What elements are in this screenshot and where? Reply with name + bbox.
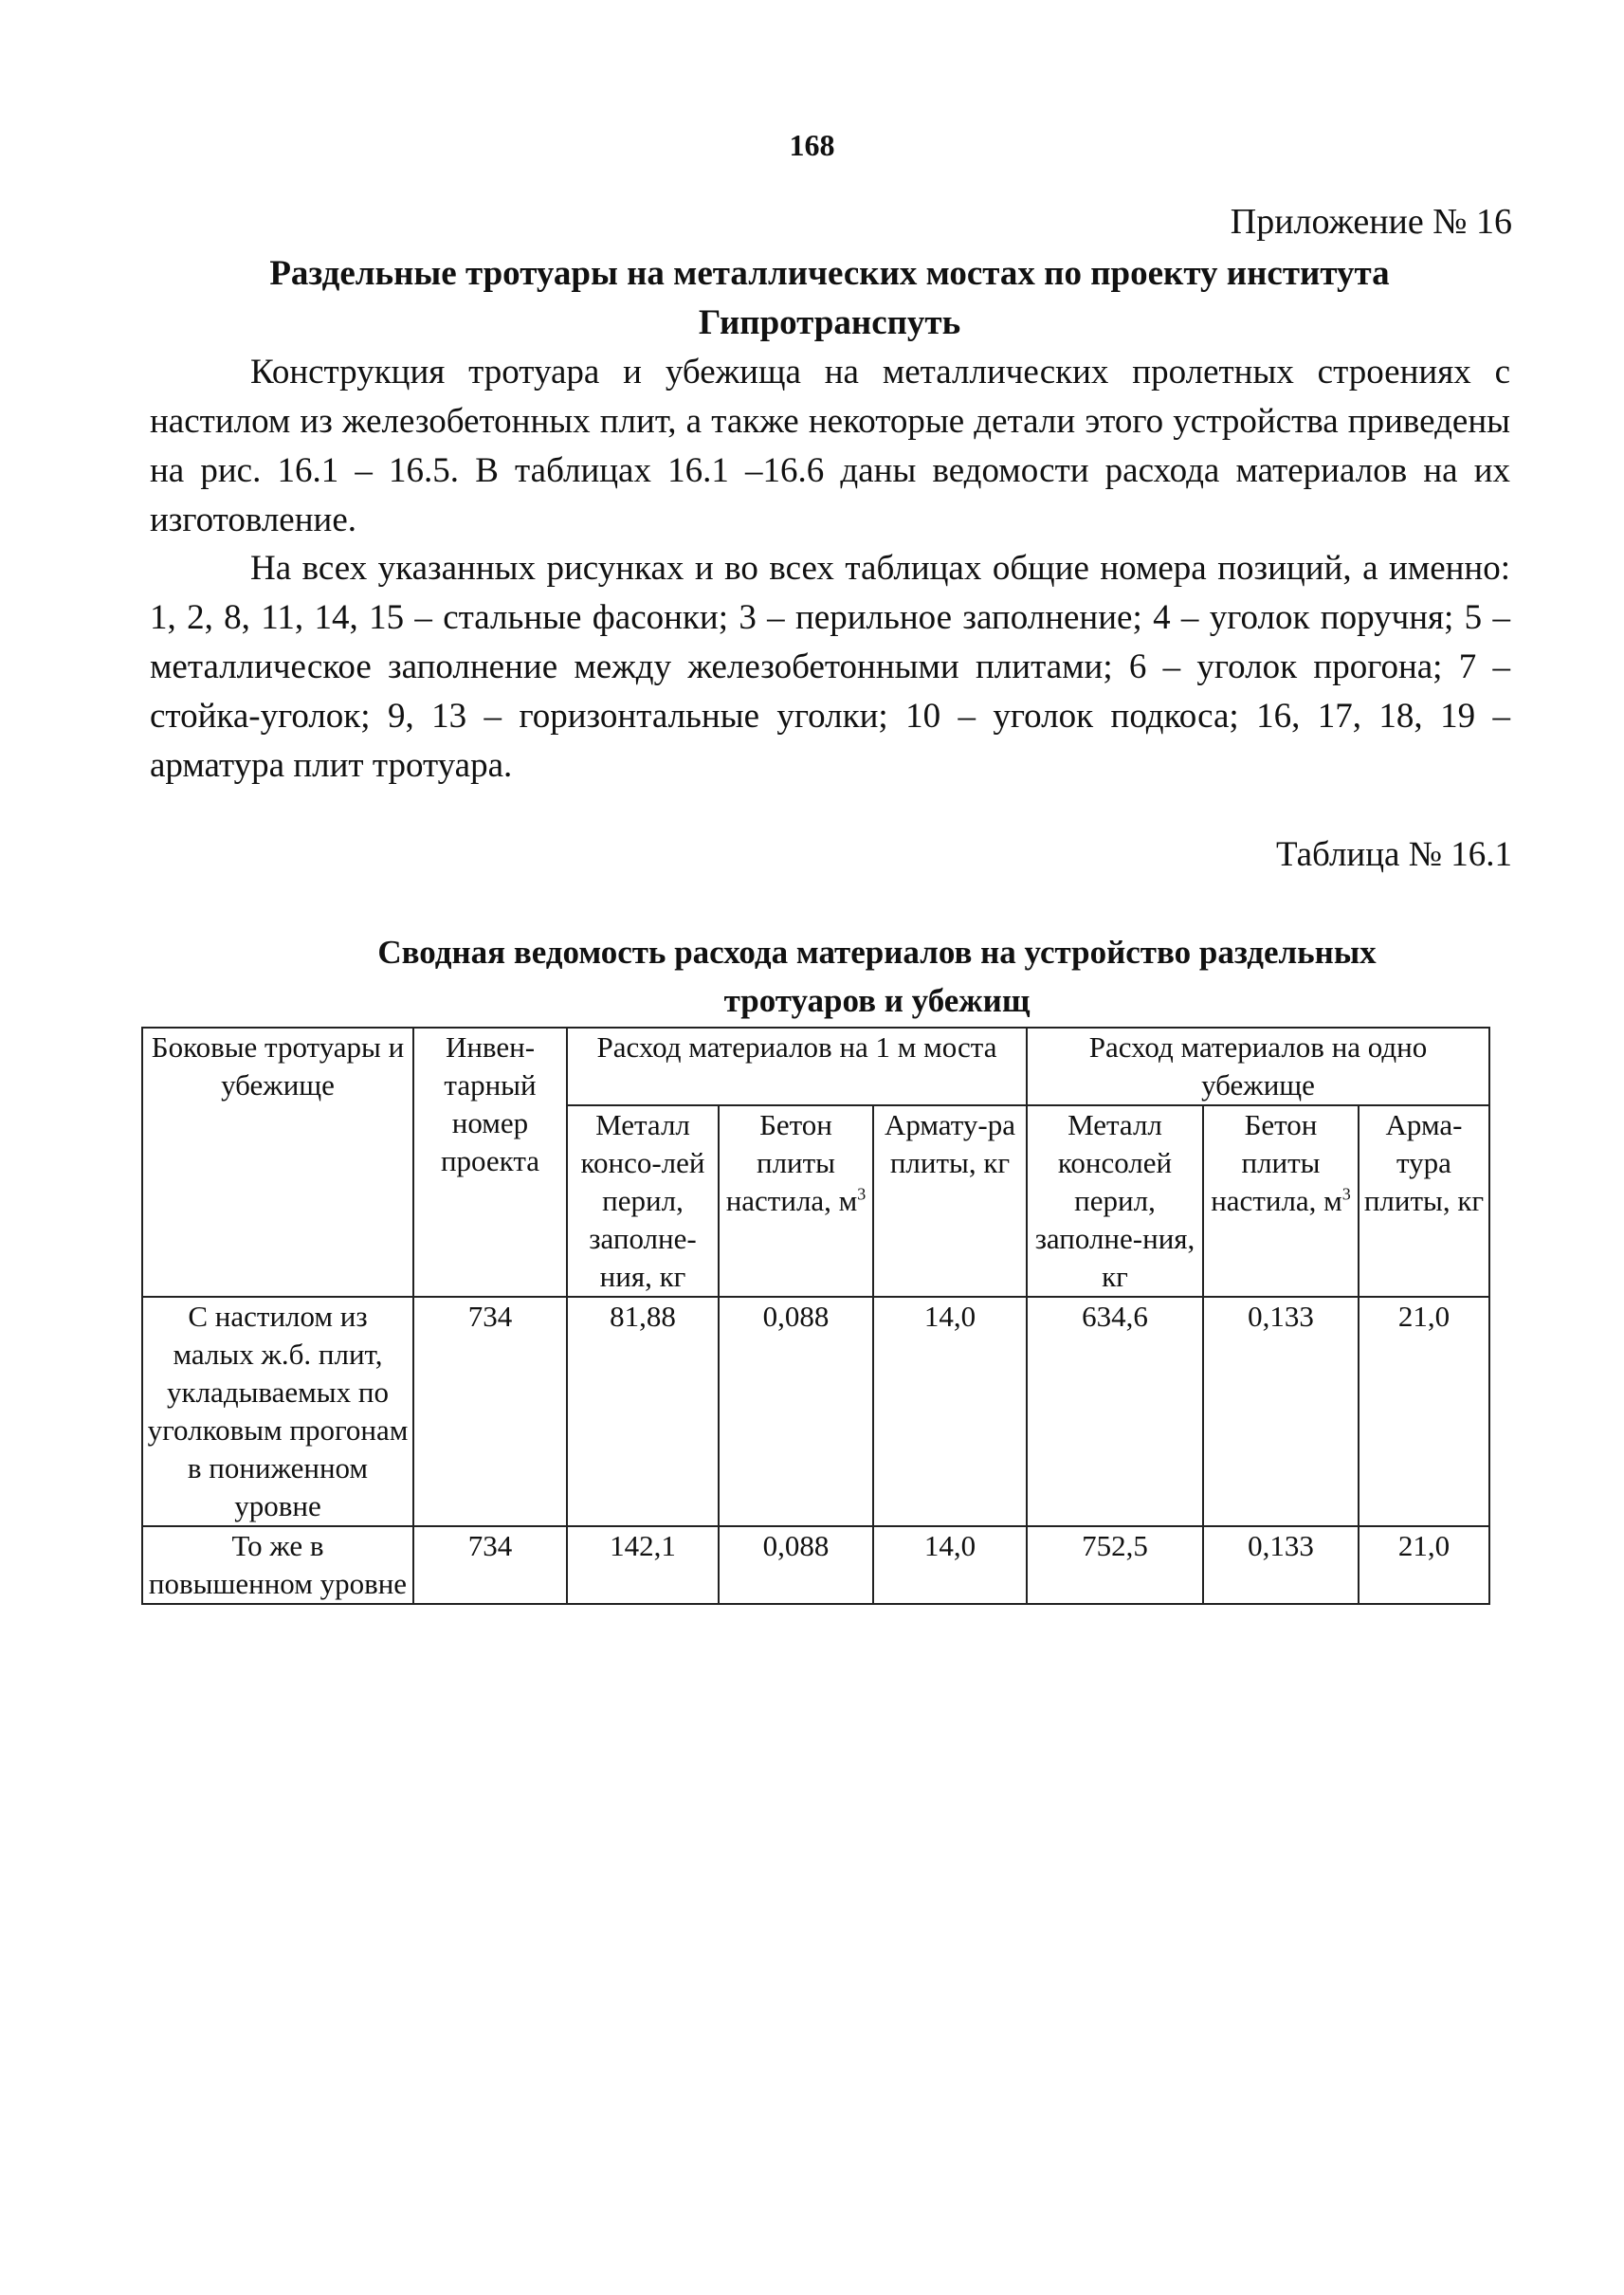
row-rebar-per-shelter: 21,0 <box>1359 1297 1489 1526</box>
rebar-per-meter-header: Армату-ра плиты, кг <box>873 1105 1027 1297</box>
row-metal-per-shelter: 634,6 <box>1027 1297 1203 1526</box>
paragraph-1: Конструкция тротуара и убежища на металлических пролетных строениях с настилом из железобетонных плит, а также некоторые детали этого устройства приведены на рис. 16.1 – 16.5. В таблицах 16.1 –16.6 даны ведомости расхода материалов на их изготовление. <box>150 353 1510 539</box>
cubic-superscript: 3 <box>857 1184 867 1204</box>
table-label: Таблица № 16.1 <box>1275 835 1512 874</box>
row-inv: 734 <box>413 1526 567 1604</box>
table-row <box>142 1297 1489 1526</box>
row-name: То же в повышенном уровне <box>142 1526 413 1604</box>
row-name: С настилом из малых ж.б. плит, укладываемых по уголковым прогонам в пониженном уровне <box>142 1297 413 1526</box>
paragraph-2: На всех указанных рисунках и во всех таблицах общие номера позиций, а именно: 1, 2, 8, 11, 14, 15 – стальные фасонки; 3 – перильное заполнение; 4 – уголок поручня; 5 – металлическое заполнение между железобетонными плитами; 6 – уголок прогона; 7 – стойка-уголок; 9, 13 – горизонтальные уголки; 10 – уголок подкоса; 16, 17, 18, 19 – арматура плит тротуара. <box>150 549 1510 785</box>
concrete-label: Бетон плиты настила, м <box>1211 1108 1342 1217</box>
col-inv-header: Инвен-тарный номер проекта <box>413 1028 567 1297</box>
concrete-per-meter-header <box>719 1105 873 1297</box>
row-inv: 734 <box>413 1297 567 1526</box>
row-metal-per-shelter: 752,5 <box>1027 1526 1203 1604</box>
appendix-label: Приложение № 16 <box>1230 202 1512 242</box>
row-concrete-per-shelter: 0,133 <box>1203 1526 1359 1604</box>
row-concrete-per-meter: 0,088 <box>719 1526 873 1604</box>
row-metal-per-meter: 81,88 <box>567 1297 719 1526</box>
metal-per-meter-header: Металл консо-лей перил, заполне-ния, кг <box>567 1105 719 1297</box>
metal-per-shelter-header: Металл консолей перил, заполне-ния, кг <box>1027 1105 1203 1297</box>
document-title: Раздельные тротуары на металлических мостах по проекту института Гипротранспуть <box>269 254 1390 342</box>
col-side-header: Боковые тротуары и убежище <box>142 1028 413 1297</box>
table-title: Сводная ведомость расхода материалов на устройство раздельных тротуаров и убежищ <box>377 934 1377 1019</box>
concrete-per-shelter-header <box>1203 1105 1359 1297</box>
row-metal-per-meter: 142,1 <box>567 1526 719 1604</box>
page-number: 168 <box>789 128 835 162</box>
concrete-label: Бетон плиты настила, м <box>725 1108 858 1217</box>
header-row-1 <box>142 1028 1489 1105</box>
rebar-per-shelter-header: Арма-тура плиты, кг <box>1359 1105 1489 1297</box>
materials-table <box>141 1027 1490 1605</box>
row-rebar-per-meter: 14,0 <box>873 1297 1027 1526</box>
group-per-shelter-header: Расход материалов на одно убежище <box>1027 1028 1489 1105</box>
cubic-superscript: 3 <box>1341 1184 1351 1204</box>
row-rebar-per-meter: 14,0 <box>873 1526 1027 1604</box>
row-rebar-per-shelter: 21,0 <box>1359 1526 1489 1604</box>
table-row <box>142 1526 1489 1604</box>
group-per-meter-header: Расход материалов на 1 м моста <box>567 1028 1027 1105</box>
row-concrete-per-meter: 0,088 <box>719 1297 873 1526</box>
row-concrete-per-shelter: 0,133 <box>1203 1297 1359 1526</box>
